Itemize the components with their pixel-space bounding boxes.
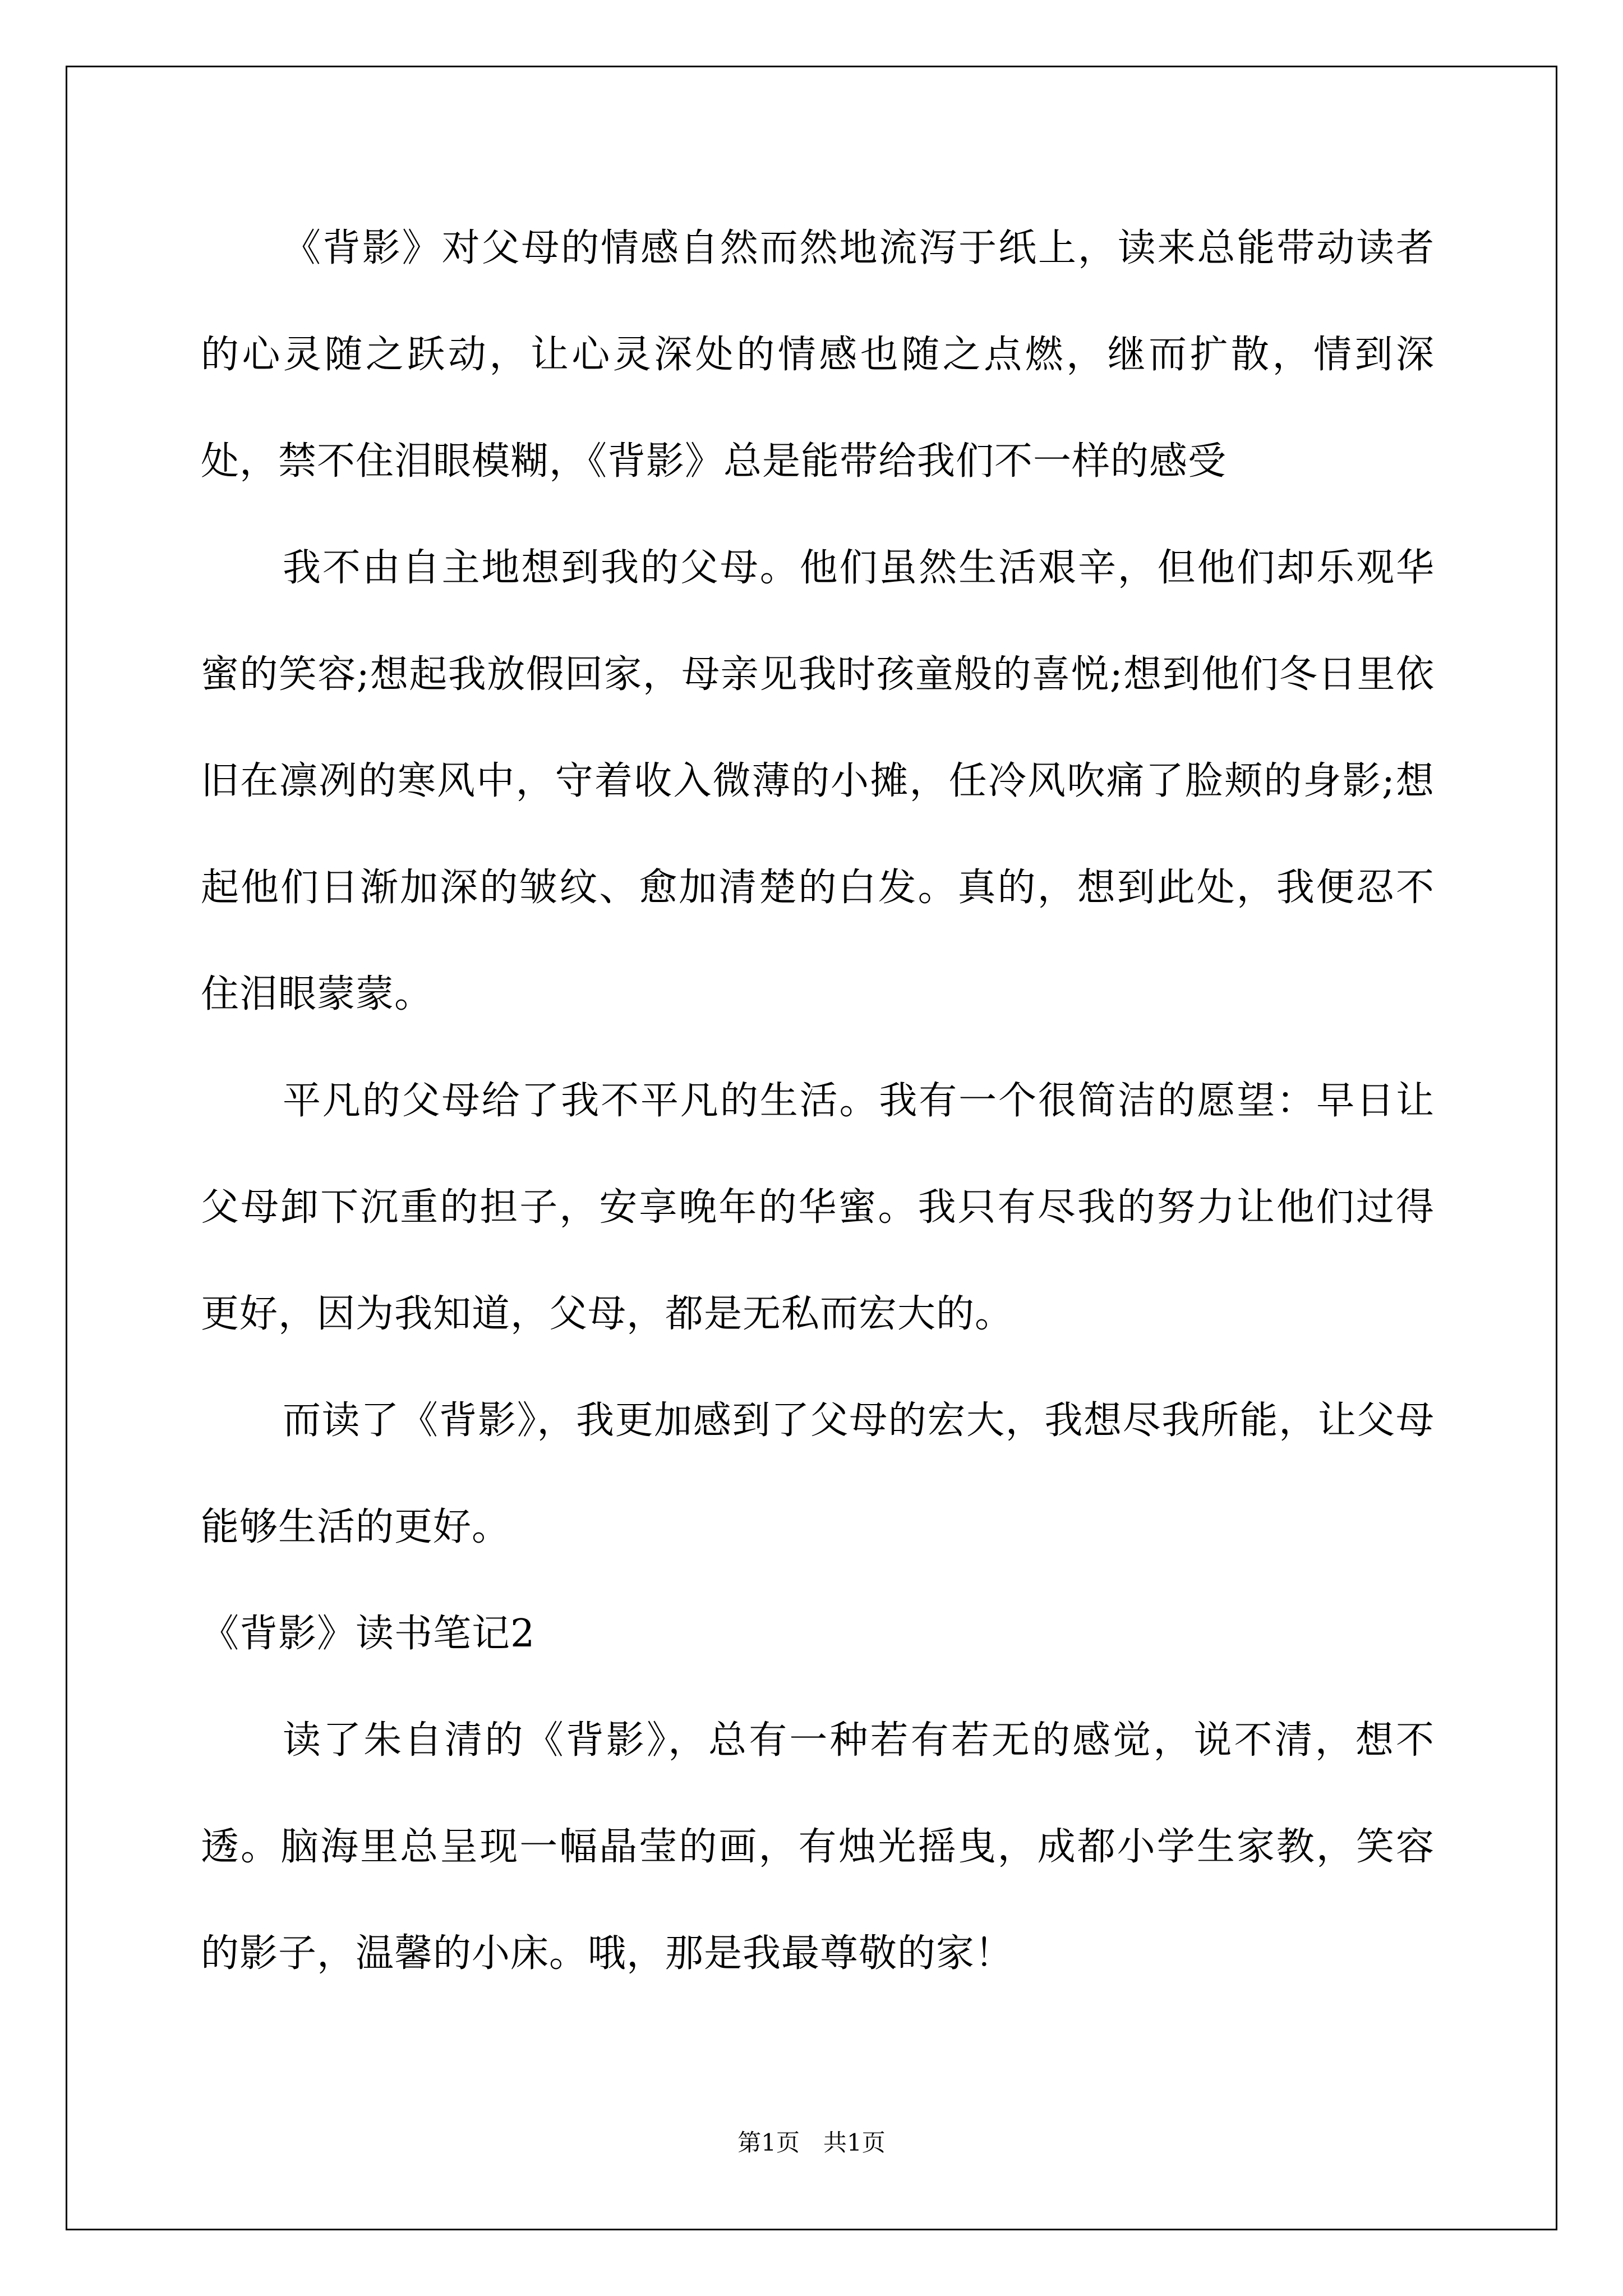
paragraph-5: 读了朱自清的《背影》，总有一种若有若无的感觉，说不清，想不透。脑海里总呈现一幅晶莹的画，有烛光摇曳，成都小学生家教，笑容的影子，温馨的小床。哦，那是我最尊敬的家！ <box>201 1718 1435 1976</box>
paragraph-4: 而读了《背影》，我更加感到了父母的宏大，我想尽我所能，让父母能够生活的更好。 <box>201 1398 1435 1549</box>
paragraph-1: 《背影》对父母的情感自然而然地流泻于纸上，读来总能带动读者的心灵随之跃动，让心灵深处的情感也随之点燃，继而扩散，情到深处，禁不住泪眼模糊，《背影》总是能带给我们不一样的感受 <box>201 226 1435 484</box>
section-heading: 《背影》读书笔记2 <box>201 1612 536 1656</box>
paragraph-3: 平凡的父母给了我不平凡的生活。我有一个很简洁的愿望：早日让父母卸下沉重的担子，安享晚年的华蜜。我只有尽我的努力让他们过得更好，因为我知道，父母，都是无私而宏大的。 <box>201 1079 1435 1336</box>
paragraph-2: 我不由自主地想到我的父母。他们虽然生活艰辛，但他们却乐观华蜜的笑容;想起我放假回家，母亲见我时孩童般的喜悦;想到他们冬日里依旧在凛冽的寒风中，守着收入微薄的小摊，任冷风吹痛了脸颊的身影;想起他们日渐加深的皱纹、愈加清楚的白发。真的，想到此处，我便忍不住泪眼蒙蒙。 <box>201 546 1435 1016</box>
page-footer: 第1页 共1页 <box>737 2129 886 2156</box>
